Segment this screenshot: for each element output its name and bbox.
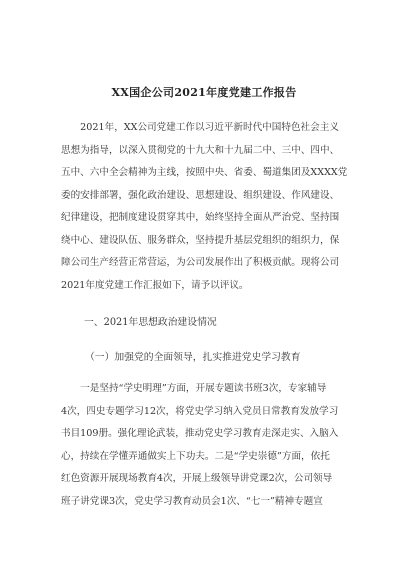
paragraph-line: 五中、六中全会精神为主线，按照中央、省委、蜀道集团及XXXX党 [61, 167, 348, 178]
paragraph-line: 4次，四史专题学习12次，将党史学习纳入党员日常教育发放学习 [61, 405, 339, 417]
subsection-heading: （一）加强党的全面领导，扎实推进党史学习教育 [85, 352, 301, 363]
paragraph-line: 一是坚持“学史明理”方面，开展专题读书班3次，专家辅导 [61, 383, 327, 394]
document-title: XX国企公司2021年度党建工作报告 [111, 86, 297, 99]
paragraph-line: 纪律建设，把制度建设贯穿其中，始终坚持全面从严治党、坚持围 [61, 212, 340, 223]
paragraph-line: 障公司生产经营正常营运，为公司发展作出了积极贡献。现将公司 [61, 257, 340, 268]
paragraph-line: 班子讲党课3次，党史学习教育动员会1次、“七一”精神专题宣 [61, 495, 323, 507]
paragraph-line: 思想为指导，以深入贯彻党的十九大和十九届二中、三中、四中、 [61, 144, 340, 156]
paragraph-line: 书目109册。强化理论武装，推动党史学习教育走深走实、入脑入 [61, 428, 339, 439]
paragraph-line: 委的安排部署，强化政治建设、思想建设、组织建设、作风建设、 [61, 189, 340, 201]
paragraph-line: 心，持续在学懂弄通做实上下功夫。二是“学史崇德”方面，依托 [61, 450, 330, 462]
paragraph-line: 绕中心、建设队伍、服务群众，坚持提升基层党组织的组织力，保 [61, 234, 340, 246]
paragraph-line: 2021年度党建工作汇报如下，请予以评议。 [61, 279, 249, 291]
paragraph-line: 红色资源开展现场教育4次，开展上级领导讲党课2次，公司领导 [61, 473, 333, 484]
section-heading: 一、2021年思想政治建设情况 [84, 317, 217, 328]
intro-paragraph [61, 117, 351, 297]
body-paragraph [61, 378, 351, 513]
paragraph-line: 2021年，XX公司党建工作以习近平新时代中国特色社会主义 [61, 122, 339, 133]
